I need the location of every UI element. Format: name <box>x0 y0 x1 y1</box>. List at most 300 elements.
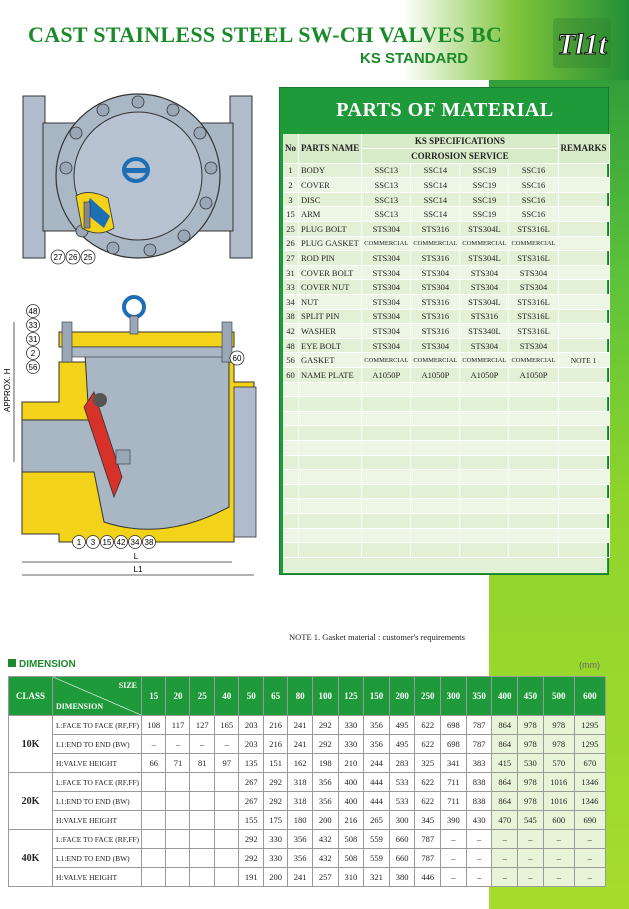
cell-spec: STS304 <box>509 280 558 295</box>
dimension-value: 241 <box>288 868 312 887</box>
header-size-value: 40 <box>214 677 238 716</box>
dimension-value: 310 <box>338 868 364 887</box>
dimension-value: 508 <box>338 849 364 868</box>
header-size-value: 400 <box>492 677 518 716</box>
callout-38: 38 <box>144 538 154 547</box>
cell-spec: STS316 <box>411 251 460 266</box>
cell-empty <box>299 484 362 499</box>
parts-row <box>283 265 609 280</box>
cell-spec: SSC14 <box>411 207 460 222</box>
cell-remarks <box>558 192 609 207</box>
cell-no: 42 <box>283 324 299 339</box>
cell-empty <box>299 382 362 397</box>
cell-spec: STS304 <box>460 338 509 353</box>
cell-no: 15 <box>283 207 299 222</box>
cell-empty <box>362 411 411 426</box>
dimension-row <box>9 792 606 811</box>
header-size-value: 500 <box>543 677 574 716</box>
dimension-value <box>190 830 214 849</box>
cell-empty <box>283 513 299 528</box>
dimension-value <box>166 773 190 792</box>
cell-spec: A1050P <box>509 368 558 383</box>
dimension-value: 330 <box>338 716 364 735</box>
dimension-value: – <box>574 849 605 868</box>
cell-spec: STS304 <box>362 309 411 324</box>
cell-empty <box>558 499 609 514</box>
dimension-value: 690 <box>574 811 605 830</box>
dimension-value: – <box>142 735 166 754</box>
dimension-value: 200 <box>263 868 287 887</box>
dimension-label: L1:END TO END (BW) <box>53 792 142 811</box>
dimension-value: 292 <box>312 735 338 754</box>
cell-spec: STS316L <box>509 324 558 339</box>
dimension-value <box>190 773 214 792</box>
cell-no: 33 <box>283 280 299 295</box>
header-corrosion-service: CORROSION SERVICE <box>362 149 558 164</box>
cell-spec: SSC16 <box>509 207 558 222</box>
cell-no: 27 <box>283 251 299 266</box>
dimension-value: 864 <box>492 792 518 811</box>
cell-no: 25 <box>283 222 299 237</box>
dimension-value: 267 <box>239 773 263 792</box>
cell-empty <box>299 470 362 485</box>
cell-empty <box>411 543 460 558</box>
dimension-value: 978 <box>518 716 544 735</box>
dimension-value: 151 <box>263 754 287 773</box>
dimension-value: 216 <box>263 735 287 754</box>
cell-empty <box>299 455 362 470</box>
cell-parts-name: WASHER <box>299 324 362 339</box>
dimension-value <box>166 849 190 868</box>
dimension-value: 180 <box>288 811 312 830</box>
cell-spec: SSC14 <box>411 192 460 207</box>
cell-empty <box>509 484 558 499</box>
cell-empty <box>362 543 411 558</box>
header-size-value: 65 <box>263 677 287 716</box>
cell-remarks <box>558 251 609 266</box>
cell-spec: STS304 <box>509 338 558 353</box>
cell-spec: COMMERCIAL <box>509 236 558 251</box>
parts-of-material-panel <box>279 87 609 642</box>
cell-empty <box>460 411 509 426</box>
cell-empty <box>362 528 411 543</box>
parts-row-empty <box>283 382 609 397</box>
dimension-value: 1016 <box>543 792 574 811</box>
cell-parts-name: COVER <box>299 178 362 193</box>
page-subtitle: KS STANDARD <box>360 50 469 67</box>
dimension-value: 660 <box>389 849 415 868</box>
cell-spec: STS304 <box>509 265 558 280</box>
dimension-value: 559 <box>364 830 390 849</box>
dimension-value: 978 <box>543 735 574 754</box>
dimension-value <box>190 868 214 887</box>
cell-empty <box>362 440 411 455</box>
dimension-label: L1:END TO END (BW) <box>53 735 142 754</box>
dimension-value: 864 <box>492 716 518 735</box>
cell-empty <box>283 455 299 470</box>
cell-empty <box>411 528 460 543</box>
parts-row-empty <box>283 543 609 558</box>
dimension-value: 191 <box>239 868 263 887</box>
callout-1: 1 <box>76 538 82 547</box>
cell-empty <box>362 484 411 499</box>
dimension-value: – <box>518 830 544 849</box>
cell-spec: COMMERCIAL <box>362 236 411 251</box>
dimension-value: – <box>190 735 214 754</box>
cell-remarks <box>558 207 609 222</box>
header-size-value: 25 <box>190 677 214 716</box>
dimension-value <box>142 868 166 887</box>
cell-spec: COMMERCIAL <box>411 236 460 251</box>
dimension-value: 622 <box>415 716 441 735</box>
cell-empty <box>283 397 299 412</box>
parts-row <box>283 222 609 237</box>
dimension-value: 530 <box>518 754 544 773</box>
dimension-value: 292 <box>239 830 263 849</box>
cell-empty <box>299 513 362 528</box>
parts-row <box>283 309 609 324</box>
cell-remarks: NOTE 1 <box>558 353 609 368</box>
cell-empty <box>283 470 299 485</box>
header-remarks: REMARKS <box>558 134 609 163</box>
dimension-value: – <box>466 830 492 849</box>
cell-empty <box>362 455 411 470</box>
dimension-value: 787 <box>415 830 441 849</box>
header-size-dimension <box>53 677 142 716</box>
cell-empty <box>509 426 558 441</box>
dimension-value: 292 <box>263 792 287 811</box>
cell-spec: STS304 <box>460 265 509 280</box>
cell-no: 48 <box>283 338 299 353</box>
dimension-value: – <box>492 868 518 887</box>
callout-25: 25 <box>83 253 93 262</box>
dimension-value: 383 <box>466 754 492 773</box>
dimension-value: – <box>441 868 467 887</box>
cell-empty <box>558 528 609 543</box>
cell-spec: SSC19 <box>460 178 509 193</box>
dimension-value: 267 <box>239 792 263 811</box>
parts-row <box>283 280 609 295</box>
dimension-value: 698 <box>441 735 467 754</box>
cell-spec: SSC13 <box>362 192 411 207</box>
callout-56: 56 <box>28 363 38 372</box>
header-size-value: 50 <box>239 677 263 716</box>
dimension-value: 1346 <box>574 792 605 811</box>
dimension-value: 838 <box>466 792 492 811</box>
cell-empty <box>411 513 460 528</box>
parts-row-empty <box>283 411 609 426</box>
cell-no: 2 <box>283 178 299 193</box>
header-size-value: 450 <box>518 677 544 716</box>
dimension-value: 292 <box>263 773 287 792</box>
dimension-value: 241 <box>288 735 312 754</box>
header-size-value: 15 <box>142 677 166 716</box>
cell-spec: SSC16 <box>509 192 558 207</box>
dimension-value: 210 <box>338 754 364 773</box>
dimension-value: 330 <box>263 849 287 868</box>
callout-2: 2 <box>30 349 36 358</box>
cell-spec: SSC14 <box>411 163 460 178</box>
cell-empty <box>460 499 509 514</box>
cell-spec: STS316 <box>411 295 460 310</box>
dimension-value: 444 <box>364 792 390 811</box>
parts-row <box>283 207 609 222</box>
dimension-row <box>9 773 606 792</box>
cell-spec: STS304L <box>460 222 509 237</box>
dimension-value: 533 <box>389 792 415 811</box>
cell-empty <box>509 411 558 426</box>
dimension-value: 135 <box>239 754 263 773</box>
dimension-value <box>142 773 166 792</box>
cell-spec: STS316L <box>509 295 558 310</box>
parts-row-empty <box>283 513 609 528</box>
dimension-row <box>9 754 606 773</box>
parts-title: PARTS OF MATERIAL <box>336 99 554 121</box>
cell-no: 38 <box>283 309 299 324</box>
dimension-value: 203 <box>239 716 263 735</box>
cell-spec: STS340L <box>460 324 509 339</box>
dimension-value <box>214 868 238 887</box>
cell-empty <box>460 397 509 412</box>
heading-square-icon <box>8 659 16 667</box>
cell-spec: COMMERCIAL <box>460 353 509 368</box>
cell-empty <box>509 470 558 485</box>
dimension-value: 81 <box>190 754 214 773</box>
parts-row-empty <box>283 397 609 412</box>
dimension-value: 216 <box>263 716 287 735</box>
cell-spec: STS316 <box>411 324 460 339</box>
dimension-value: 108 <box>142 716 166 735</box>
cell-parts-name: BODY <box>299 163 362 178</box>
cell-empty <box>362 499 411 514</box>
cell-spec: A1050P <box>411 368 460 383</box>
dimension-value: – <box>441 830 467 849</box>
cell-empty <box>299 426 362 441</box>
dimension-value: 444 <box>364 773 390 792</box>
callout-34: 34 <box>130 538 140 547</box>
cell-empty <box>460 543 509 558</box>
dimension-value: 978 <box>518 773 544 792</box>
parts-row <box>283 338 609 353</box>
dimension-value: 559 <box>364 849 390 868</box>
dimension-heading-text: DIMENSION <box>19 659 76 670</box>
cell-empty <box>362 426 411 441</box>
parts-row-empty <box>283 470 609 485</box>
dimension-value: 711 <box>441 792 467 811</box>
dimension-value: 415 <box>492 754 518 773</box>
parts-row <box>283 324 609 339</box>
cell-empty <box>283 528 299 543</box>
cell-spec: A1050P <box>362 368 411 383</box>
dimension-row <box>9 716 606 735</box>
dimension-value: 698 <box>441 716 467 735</box>
dimension-value: 400 <box>338 792 364 811</box>
dimension-value: 216 <box>338 811 364 830</box>
header-size-value: 150 <box>364 677 390 716</box>
cell-empty <box>299 411 362 426</box>
cell-empty <box>283 484 299 499</box>
dimension-value: 670 <box>574 754 605 773</box>
dimension-value: 97 <box>214 754 238 773</box>
cell-empty <box>362 470 411 485</box>
dimension-value <box>142 830 166 849</box>
callout-60: 60 <box>232 354 242 363</box>
dimension-value: 330 <box>263 830 287 849</box>
cell-remarks <box>558 368 609 383</box>
top-drawing-callouts <box>50 248 98 266</box>
dimension-value: 321 <box>364 868 390 887</box>
dimension-value: 864 <box>492 735 518 754</box>
cell-empty <box>558 455 609 470</box>
brand-logo <box>553 18 611 68</box>
parts-table <box>283 134 610 558</box>
cell-empty <box>283 543 299 558</box>
parts-note: NOTE 1. Gasket material : customer's requirements <box>289 632 465 642</box>
cell-empty <box>411 440 460 455</box>
parts-row <box>283 251 609 266</box>
dimension-label: L:FACE TO FACE (RF,FF) <box>53 830 142 849</box>
cell-empty <box>460 484 509 499</box>
cell-empty <box>460 440 509 455</box>
cell-no: 31 <box>283 265 299 280</box>
section-right-callout <box>228 350 246 366</box>
dimension-value: 241 <box>288 716 312 735</box>
dimension-value: 356 <box>364 716 390 735</box>
cell-empty <box>558 470 609 485</box>
dimension-value: 341 <box>441 754 467 773</box>
cell-empty <box>362 382 411 397</box>
cell-no: 34 <box>283 295 299 310</box>
cell-remarks <box>558 163 609 178</box>
cell-spec: SSC16 <box>509 178 558 193</box>
dimension-value: 155 <box>239 811 263 830</box>
dimension-value <box>166 811 190 830</box>
dimension-value <box>166 868 190 887</box>
cell-empty <box>411 426 460 441</box>
dimension-value: 446 <box>415 868 441 887</box>
dimension-value: 978 <box>518 792 544 811</box>
cell-remarks <box>558 324 609 339</box>
dimension-value: 1295 <box>574 735 605 754</box>
dimension-value: 600 <box>543 811 574 830</box>
dimension-row <box>9 849 606 868</box>
cell-spec: STS304 <box>362 222 411 237</box>
header-class: CLASS <box>9 677 53 716</box>
dimension-value <box>214 773 238 792</box>
dimension-value <box>142 811 166 830</box>
cell-empty <box>411 499 460 514</box>
cell-empty <box>283 499 299 514</box>
dimension-value: 292 <box>239 849 263 868</box>
logo-text: Tl1t <box>557 28 607 61</box>
dimension-value: 390 <box>441 811 467 830</box>
cell-spec: STS304 <box>411 280 460 295</box>
dimension-value: 283 <box>389 754 415 773</box>
cell-spec: SSC14 <box>411 178 460 193</box>
parts-row-empty <box>283 440 609 455</box>
dimension-value: 175 <box>263 811 287 830</box>
cell-spec: COMMERCIAL <box>460 236 509 251</box>
dimension-value: – <box>214 735 238 754</box>
dimension-value <box>142 792 166 811</box>
dimension-value: 978 <box>518 735 544 754</box>
header-size-value: 200 <box>389 677 415 716</box>
cell-empty <box>460 426 509 441</box>
header-size-value: 600 <box>574 677 605 716</box>
dimension-value: 495 <box>389 735 415 754</box>
parts-row <box>283 163 609 178</box>
cell-empty <box>509 382 558 397</box>
cell-remarks <box>558 236 609 251</box>
dimension-value: 356 <box>364 735 390 754</box>
dimension-label: H:VALVE HEIGHT <box>53 754 142 773</box>
parts-row-empty <box>283 499 609 514</box>
cell-empty <box>558 513 609 528</box>
cell-empty <box>509 499 558 514</box>
cell-remarks <box>558 309 609 324</box>
dimension-value: 200 <box>312 811 338 830</box>
cell-empty <box>509 440 558 455</box>
header-size-value: 300 <box>441 677 467 716</box>
dimension-value: – <box>492 830 518 849</box>
cell-spec: STS316L <box>509 309 558 324</box>
header-size-value: 250 <box>415 677 441 716</box>
header-size-value: 125 <box>338 677 364 716</box>
cell-spec: STS304 <box>362 265 411 280</box>
dim-label-l: L <box>133 552 139 561</box>
cell-empty <box>558 440 609 455</box>
cell-remarks <box>558 265 609 280</box>
cell-empty <box>299 528 362 543</box>
dimension-value: – <box>166 735 190 754</box>
dimension-value: 533 <box>389 773 415 792</box>
cell-empty <box>558 543 609 558</box>
cell-remarks <box>558 178 609 193</box>
dim-label-h: APPROX. H <box>3 368 12 412</box>
cell-spec: STS304 <box>362 295 411 310</box>
cell-spec: STS304L <box>460 251 509 266</box>
dimension-value: 318 <box>288 773 312 792</box>
dimension-value: 495 <box>389 716 415 735</box>
dimension-label: H:VALVE HEIGHT <box>53 811 142 830</box>
dimension-value: – <box>466 868 492 887</box>
dimension-value: 787 <box>466 716 492 735</box>
cell-spec: STS304 <box>460 280 509 295</box>
header-size: SIZE <box>118 681 137 690</box>
dimension-value: 300 <box>389 811 415 830</box>
parts-row-empty <box>283 484 609 499</box>
dimension-row <box>9 811 606 830</box>
dimension-value: 330 <box>338 735 364 754</box>
parts-table-body <box>283 134 607 642</box>
cell-empty <box>558 397 609 412</box>
cell-parts-name: PLUG BOLT <box>299 222 362 237</box>
dimension-value: 292 <box>312 716 338 735</box>
cell-remarks <box>558 280 609 295</box>
header-ks-spec: KS SPECIFICATIONS <box>362 134 558 149</box>
cell-empty <box>299 499 362 514</box>
cell-parts-name: EYE BOLT <box>299 338 362 353</box>
cell-spec: SSC19 <box>460 207 509 222</box>
dimension-value: 622 <box>415 792 441 811</box>
header-no: No <box>283 134 299 163</box>
cell-empty <box>283 411 299 426</box>
dimension-value: – <box>518 868 544 887</box>
cell-spec: STS316L <box>509 251 558 266</box>
parts-row <box>283 178 609 193</box>
dimension-value: 1016 <box>543 773 574 792</box>
class-label: 20K <box>9 773 53 830</box>
